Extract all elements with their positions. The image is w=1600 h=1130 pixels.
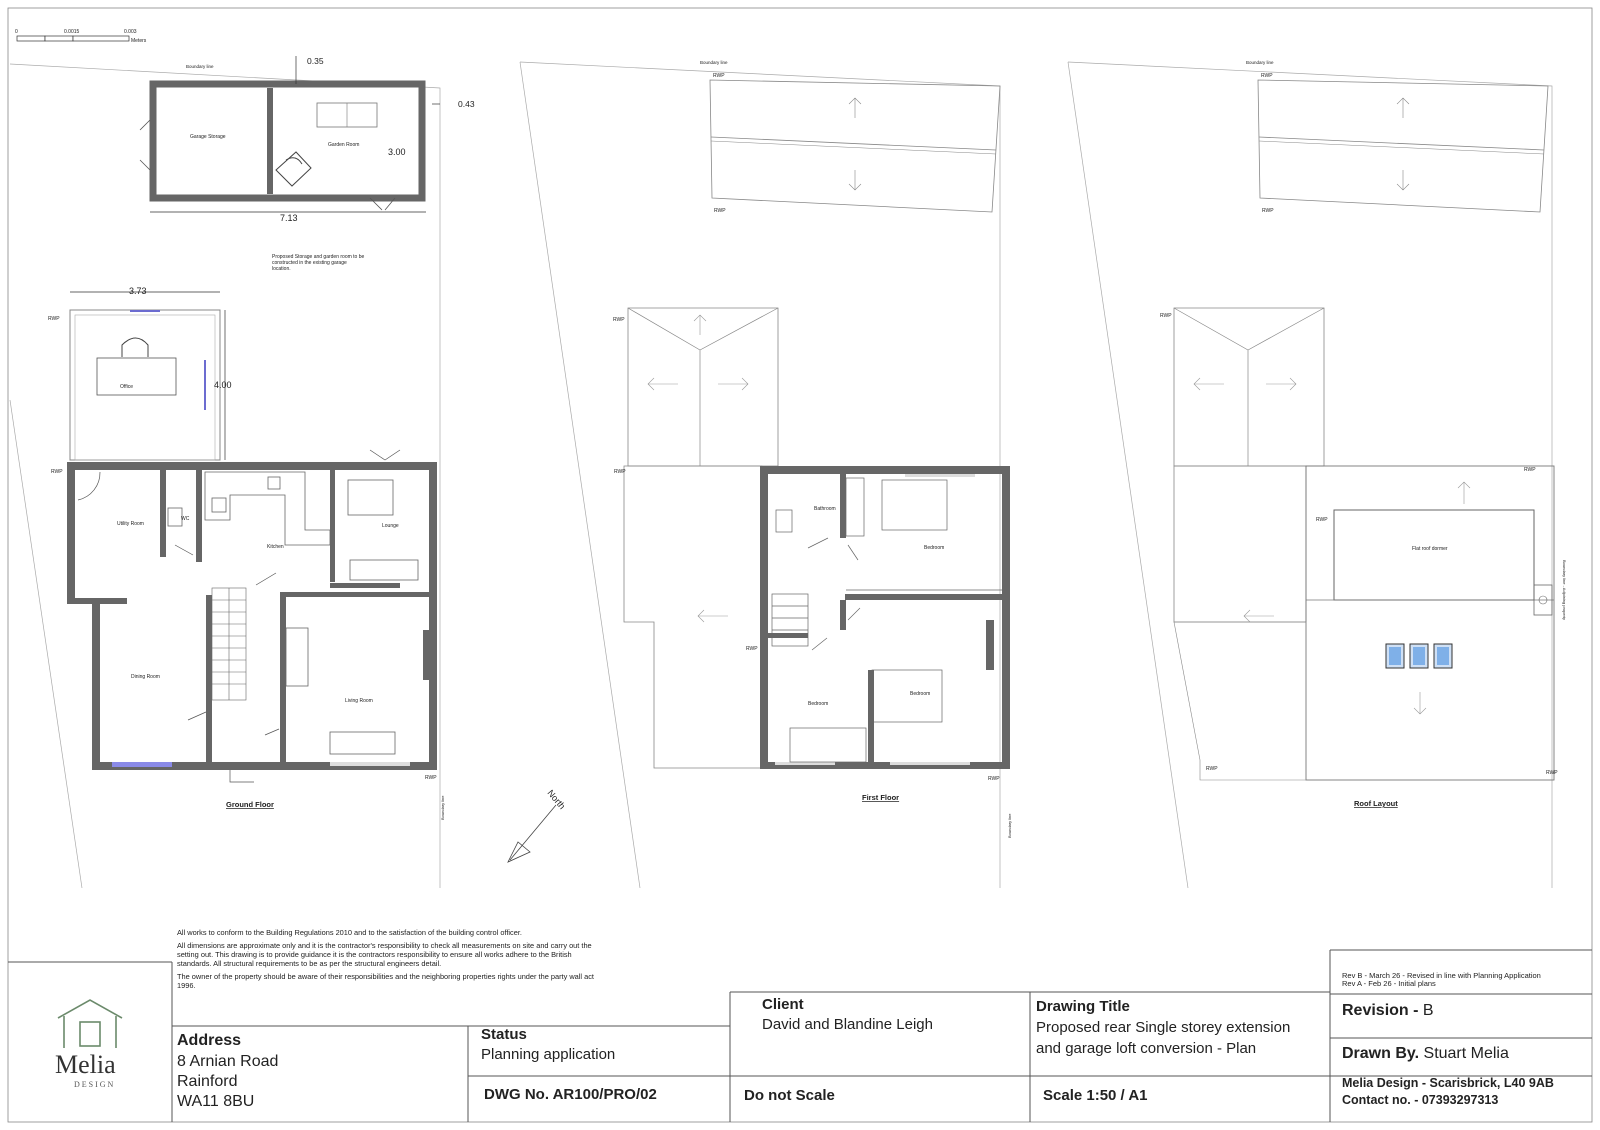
contact-number: Contact no. - 07393297313: [1342, 1093, 1499, 1107]
room-wc: WC: [181, 516, 190, 522]
revision-history-a: Rev A - Feb 26 - Initial plans: [1342, 979, 1436, 988]
kitchen-units: [168, 472, 418, 754]
rwp-label: RWP: [51, 469, 63, 475]
ground-floor-walls: [67, 462, 437, 770]
first-boundary-side-label: Boundary line: [1007, 813, 1012, 838]
status-label: Status: [481, 1026, 527, 1043]
rwp-label: RWP: [614, 469, 626, 475]
logo-sub: DESIGN: [74, 1080, 116, 1089]
roof-layout-plan: [1068, 60, 1567, 888]
rwp-label: RWP: [746, 646, 758, 652]
roof-layout-title: Roof Layout: [1354, 799, 1398, 808]
address-line-1: 8 Arnian Road: [177, 1053, 279, 1070]
drawing-title-label: Drawing Title: [1036, 998, 1130, 1015]
drawn-by-field: [1342, 1045, 1509, 1063]
rwp-label: RWP: [425, 775, 437, 781]
note-dimensions: All dimensions are approximate only and it is the contractor's responsibility to check all measurements on site and carry out the setting out. This drawing is to provide guidance it is the contractors responsibility to ensure all works adhere to the British standards. All structural requirements to be as per the structural engineers detail.: [177, 941, 592, 968]
room-living: Living Room: [345, 698, 373, 704]
ground-boundary-label: Boundary line: [186, 64, 214, 69]
drawing-title-line-1: Proposed rear Single storey extension: [1036, 1019, 1291, 1036]
office-extension: [70, 286, 232, 460]
scale-unit: Meters: [131, 38, 147, 44]
room-bedroom-3: Bedroom: [808, 701, 829, 707]
revision-field: [1342, 1002, 1434, 1020]
rwp-label: RWP: [713, 73, 725, 79]
rwp-label: RWP: [1206, 766, 1218, 772]
rwp-label: RWP: [988, 776, 1000, 782]
rwp-label: RWP: [1524, 467, 1536, 473]
roof-boundary-side-label: Boundary line - Adjoining property: [1562, 560, 1567, 621]
client-value: David and Blandine Leigh: [762, 1016, 933, 1033]
dim-3-00: 3.00: [388, 147, 406, 157]
revision-history-b: Rev B - March 26 - Revised in line with Planning Application: [1342, 971, 1541, 980]
rwp-label: RWP: [1546, 770, 1558, 776]
drawing-number: DWG No. AR100/PRO/02: [484, 1086, 657, 1103]
rwp-label: RWP: [613, 317, 625, 323]
outbuilding-note-1: Proposed Storage and garden room to be: [272, 254, 365, 260]
scale-label-0: 0: [15, 29, 18, 35]
scale-label-mid: 0.0015: [64, 29, 80, 35]
rwp-label: RWP: [1160, 313, 1172, 319]
north-arrow-icon: [508, 788, 567, 862]
room-bedroom-2: Bedroom: [910, 691, 931, 697]
address-line-3: WA11 8BU: [177, 1093, 255, 1110]
ground-floor-title: Ground Floor: [226, 800, 274, 809]
scale-label-max: 0.003: [124, 29, 137, 35]
client-label: Client: [762, 996, 804, 1013]
rwp-label: RWP: [714, 208, 726, 214]
room-lounge: Lounge: [382, 523, 399, 529]
room-office: Office: [120, 384, 133, 390]
rwp-label: RWP: [1261, 73, 1273, 79]
scale-bar: [15, 29, 147, 44]
note-party-wall: The owner of the property should be aware of their responsibilities and the neighboring properties rights under the party wall act 1996.: [177, 972, 594, 990]
dim-0-35: 0.35: [307, 56, 324, 66]
outbuilding-note-3: location.: [272, 266, 291, 272]
dim-7-13: 7.13: [280, 213, 298, 223]
room-garage-storage: Garage Storage: [190, 134, 226, 140]
drawn-by-label: Drawn By.: [1342, 1045, 1420, 1062]
dim-0-43: 0.43: [458, 99, 475, 109]
company-address: Melia Design - Scarisbrick, L40 9AB: [1342, 1076, 1554, 1090]
rwp-label: RWP: [1262, 208, 1274, 214]
room-dining: Dining Room: [131, 674, 160, 680]
note-building-regs: All works to conform to the Building Regulations 2010 and to the satisfaction of the building control officer.: [177, 928, 522, 937]
first-boundary-label: Boundary line: [700, 60, 728, 65]
first-floor-plan: [520, 60, 1012, 888]
ground-boundary-side-label: Boundary line: [440, 795, 445, 820]
address-line-2: Rainford: [177, 1073, 238, 1090]
rwp-label: RWP: [1316, 517, 1328, 523]
status-value: Planning application: [481, 1046, 616, 1063]
ground-stairs: [212, 588, 246, 700]
drawn-by-value: Stuart Melia: [1423, 1045, 1509, 1062]
flat-roof-dormer-label: Flat roof dormer: [1412, 546, 1448, 552]
north-label: North: [545, 787, 568, 812]
room-bathroom: Bathroom: [814, 506, 836, 512]
room-garden-room: Garden Room: [328, 142, 360, 148]
roof-boundary-label: Boundary line: [1246, 60, 1274, 65]
garden-room-outbuilding: [140, 84, 422, 210]
room-kitchen: Kitchen: [267, 544, 284, 550]
scale-value: Scale 1:50 / A1: [1043, 1087, 1148, 1104]
rwp-label: RWP: [48, 316, 60, 322]
drawing-title-line-2: and garage loft conversion - Plan: [1036, 1040, 1257, 1057]
general-notes: [177, 928, 597, 994]
revision-value: B: [1422, 1002, 1434, 1019]
roof-window-icons: [1386, 644, 1452, 668]
room-bedroom-1: Bedroom: [924, 545, 945, 551]
do-not-scale: Do not Scale: [744, 1087, 835, 1104]
room-utility: Utility Room: [117, 521, 144, 527]
ground-floor-plan: [10, 56, 567, 888]
address-label: Address: [177, 1032, 242, 1049]
outbuilding-note-2: constructed in the existing garage: [272, 260, 347, 266]
dim-3-73: 3.73: [129, 286, 147, 296]
melia-logo-house-icon: [58, 1000, 122, 1048]
revision-label: Revision -: [1342, 1002, 1423, 1019]
logo-name: Melia: [55, 1050, 116, 1079]
dim-4-00: 4.00: [214, 380, 232, 390]
first-floor-title: First Floor: [862, 793, 900, 802]
